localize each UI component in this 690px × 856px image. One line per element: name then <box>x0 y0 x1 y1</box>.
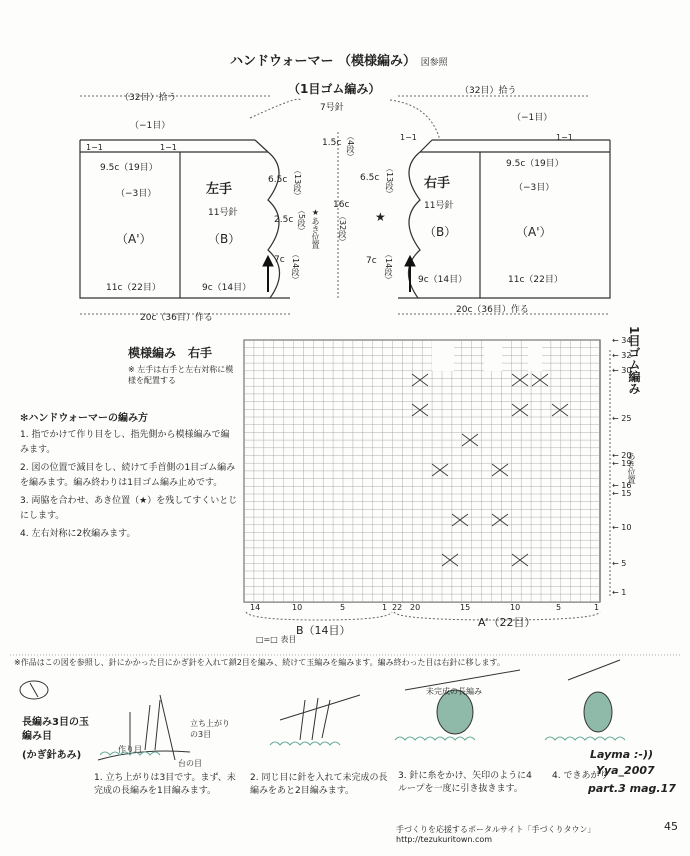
row-tick-20: ← 20 <box>612 451 632 460</box>
b-right: （B） <box>424 225 457 239</box>
howto-step-2: 2. 図の位置で減目をし、続けて手首側の1目ゴム編みを編みます。編み終わりは1目ゴム編み止めです。 <box>20 463 236 488</box>
pickup-right: （32目）拾う <box>460 86 517 96</box>
page-number: 45 <box>664 820 678 833</box>
title-pattern: （模様編み） <box>338 54 417 69</box>
footer-text: 手づくりを応援するポータルサイト「手づくりタウン」http://tezukuritown.com <box>396 825 596 844</box>
howto-title: ✻ハンドウォーマーの編み方 <box>20 413 148 424</box>
h7-left: 7c <box>274 255 285 265</box>
h65-right-rows: （13段） <box>385 164 394 199</box>
watermark-1: Layma :-)) <box>590 748 653 761</box>
label-tachiagari: 立ち上がりの3目 <box>190 719 230 739</box>
corner-right-a: 1−1 <box>400 133 417 142</box>
row-tick-32: ← 32 <box>612 351 632 360</box>
hand-left-label: 左手 <box>206 182 233 197</box>
h7-left-rows: （14段） <box>291 250 300 285</box>
stitch-sub: (かぎ針あみ) <box>22 750 82 761</box>
width-11-left: 11c（22目） <box>106 283 161 293</box>
legend: □=□ 表目 <box>256 635 297 644</box>
label-mikansei: 未完成の長編み <box>426 687 482 696</box>
width-11-right: 11c（22目） <box>508 275 563 285</box>
h15-rows: （4段） <box>346 132 355 162</box>
h16: 16c <box>333 200 350 210</box>
width-95-right: 9.5c（19目） <box>506 159 564 169</box>
corner-left-b: 1−1 <box>160 143 177 152</box>
row-tick-1: ← 1 <box>612 588 627 597</box>
col-tick-1: 10 <box>292 603 303 612</box>
h7-right-rows: （14段） <box>384 250 393 285</box>
howto-step-4: 4. 左右対称に2枚編みます。 <box>20 529 136 539</box>
label-sakume: 作り目 <box>118 745 142 754</box>
minus3-left: （−3目） <box>116 189 157 199</box>
row-tick-10: ← 10 <box>612 523 632 532</box>
opening-side-label: あき位置 <box>627 452 636 484</box>
col-tick-0: 14 <box>250 603 261 612</box>
h65-left: 6.5c <box>268 175 288 185</box>
h65-left-rows: （13段） <box>293 166 302 201</box>
a-prime-right: （A'） <box>516 225 552 239</box>
pickup-left: （32目）拾う <box>120 93 177 103</box>
howto-step-3: 3. 両脇を合わせ、あき位置（★）を残してすくいとじにします。 <box>20 496 238 521</box>
rib-label: （1目ゴム編み） <box>288 82 381 96</box>
chart-title: 模様編み 右手 <box>128 346 213 360</box>
rib-side-label: 1目ゴム編み <box>627 326 641 395</box>
h65-right: 6.5c <box>360 173 380 183</box>
width-9-right: 9c（14目） <box>418 275 468 285</box>
col-tick-3: 1 <box>382 603 388 612</box>
h7-right: 7c <box>366 256 377 266</box>
a-prime-left: （A'） <box>116 232 152 246</box>
page-title <box>230 50 448 69</box>
star-mark: ★ <box>375 210 386 224</box>
howto-steps <box>20 428 238 545</box>
opening-label: ★あき位置 <box>311 208 320 249</box>
width-95-left: 9.5c（19目） <box>100 163 158 173</box>
howto-step-1: 1. 指でかけて作り目をし、指先側から模様編みで編みます。 <box>20 430 230 455</box>
row-tick-19: ← 19 <box>612 459 632 468</box>
label-dainome: 台の目 <box>178 759 202 768</box>
minus3-right: （−3目） <box>514 183 555 193</box>
step-2-text: 2. 同じ目に針を入れて未完成の長編みをあと2目編みます。 <box>250 773 388 796</box>
b-bottom-label: B（14目） <box>296 624 351 637</box>
col-tick-6: 15 <box>460 603 471 612</box>
row-tick-25: ← 25 <box>612 414 632 423</box>
a-bottom-label: A'（22目） <box>478 616 536 629</box>
watermark-3: part.3 mag.17 <box>588 782 676 795</box>
row-tick-15: ← 15 <box>612 489 632 498</box>
watermark-2: Yya_2007 <box>596 764 655 777</box>
col-tick-4: 22 <box>392 603 403 612</box>
make-right: 20c（36目）作る <box>456 305 529 315</box>
step-3-text: 3. 針に糸をかけ、矢印のように4ループを一度に引き抜きます。 <box>398 771 532 794</box>
col-tick-2: 5 <box>340 603 346 612</box>
make-left: 20c（36目）作る <box>140 313 213 323</box>
minus1-left: （−1目） <box>130 121 171 131</box>
title-main: ハンドウォーマー <box>230 54 334 69</box>
col-tick-9: 1 <box>594 603 600 612</box>
col-tick-7: 10 <box>510 603 521 612</box>
chart-note: ※ 左手は右手と左右対称に模様を配置する <box>128 365 234 385</box>
row-tick-16: ← 16 <box>612 481 632 490</box>
width-9-left: 9c（14目） <box>202 283 252 293</box>
corner-left-a: 1−1 <box>86 143 103 152</box>
step-4-text: 4. できあがり <box>552 771 609 781</box>
title-ref: 図参照 <box>420 58 448 68</box>
h16-rows: （32段） <box>338 212 347 247</box>
stitch-name: 長編み3目の玉編み目 <box>22 717 89 742</box>
col-tick-8: 5 <box>556 603 562 612</box>
hand-right-label: 右手 <box>424 176 451 191</box>
h25-rows: （5段） <box>297 206 306 236</box>
row-tick-5: ← 5 <box>612 559 627 568</box>
h25: 2.5c <box>274 215 294 225</box>
minus1-right: （−1目） <box>512 113 553 123</box>
needle-11-right: 11号針 <box>424 201 454 211</box>
row-tick-34: ← 34 <box>612 336 632 345</box>
corner-right-b: 1−1 <box>556 133 573 142</box>
h15: 1.5c <box>322 138 342 148</box>
step-1-text: 1. 立ち上がりは3目です。まず、未完成の長編みを1目編みます。 <box>94 773 236 796</box>
needle-7-label: 7号針 <box>320 103 344 113</box>
row-tick-30: ← 30 <box>612 366 632 375</box>
b-left: （B） <box>208 232 241 246</box>
col-tick-5: 20 <box>410 603 421 612</box>
needle-11-left: 11号針 <box>208 208 238 218</box>
bottom-note: ※作品はこの図を参照し、針にかかった目にかぎ針を入れて鎖2目を編み、続けて玉編みを編みます。編み終わった目は右針に移します。 <box>14 658 505 667</box>
